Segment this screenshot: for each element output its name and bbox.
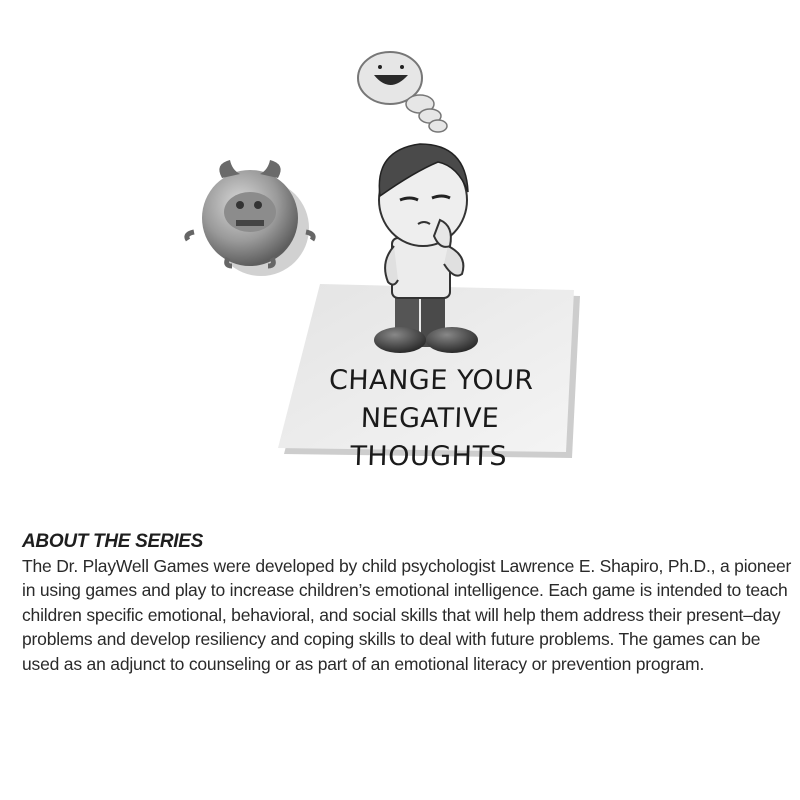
card-title-line-1: CHANGE YOUR — [328, 365, 535, 396]
monster-ball-icon — [187, 160, 313, 276]
card-title-line-2: NEGATIVE THOUGHTS — [349, 403, 508, 472]
card-title — [278, 362, 582, 476]
thought-bubble-smiley-icon — [358, 52, 447, 132]
about-body: The Dr. PlayWell Games were developed by child psychologist Lawrence E. Shapiro, Ph.D., a pioneer in using games and play to increase children’s emotional intelligence. Each game is intended to teach children specific emotional, behavioral, and social skills that will help them address their present–day problems and develop resiliency and coping skills to deal with future problems. The games can be used as an adjunct to counseling or as part of an emotional literacy or prevention program. — [22, 556, 792, 674]
about-heading: ABOUT THE SERIES — [22, 531, 203, 552]
about-section — [22, 530, 792, 676]
